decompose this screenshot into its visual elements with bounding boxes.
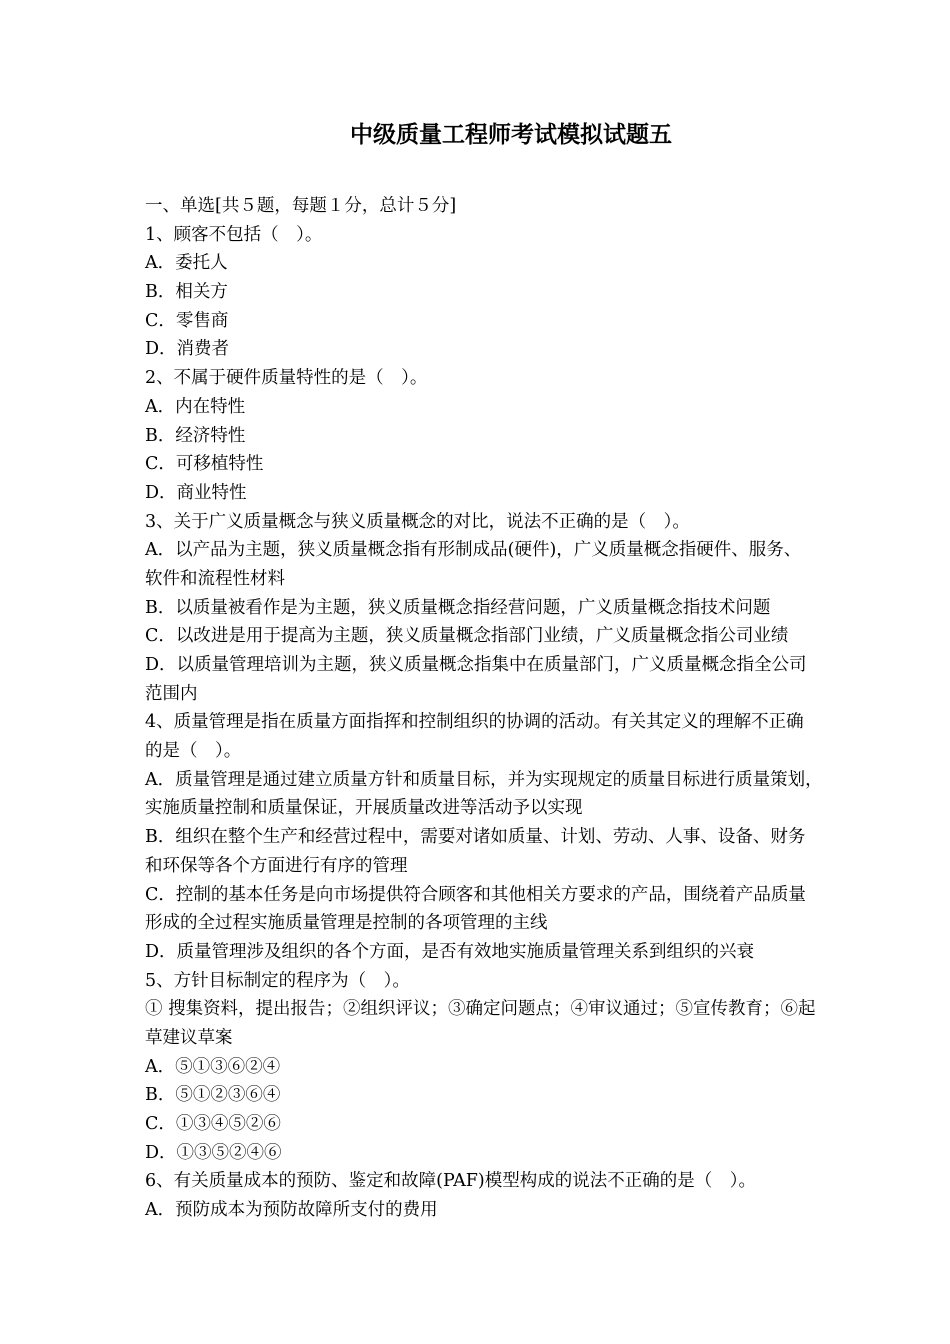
question-3-option-a-cont: 软件和流程性材料 — [145, 568, 285, 589]
question-4-option-b: B．组织在整个生产和经营过程中，需要对诸如质量、计划、劳动、人事、设备、财务 — [145, 827, 806, 848]
question-4-option-b-cont: 和环保等各个方面进行有序的管理 — [145, 855, 408, 876]
question-2-option-b: B．经济特性 — [145, 425, 246, 446]
question-4-option-c: C．控制的基本任务是向市场提供符合顾客和其他相关方要求的产品，围绕着产品质量 — [145, 884, 806, 905]
question-2-option-d: D．商业特性 — [145, 482, 247, 503]
question-5-steps-cont: 草建议草案 — [145, 1027, 233, 1048]
section-heading: 一、单选[共５题，每题１分，总计５分] — [145, 196, 457, 216]
question-3: 3、关于广义质量概念与狭义质量概念的对比，说法不正确的是（ ）。 — [145, 511, 690, 532]
question-1-option-a: A．委托人 — [145, 253, 228, 274]
question-4-option-a: A．质量管理是通过建立质量方针和质量目标，并为实现规定的质量目标进行质量策划， — [145, 769, 823, 790]
question-3-option-d: D．以质量管理培训为主题，狭义质量概念指集中在质量部门，广义质量概念指全公司 — [145, 655, 807, 675]
question-5-option-b: B．⑤①②③⑥④ — [145, 1085, 281, 1106]
question-4: 4、质量管理是指在质量方面指挥和控制组织的协调的活动。有关其定义的理解不正确 — [145, 712, 804, 733]
question-4-option-d: D．质量管理涉及组织的各个方面，是否有效地实施质量管理关系到组织的兴衰 — [145, 941, 755, 962]
question-4-option-a-cont: 实施质量控制和质量保证，开展质量改进等活动予以实现 — [145, 798, 583, 819]
question-1-option-d: D．消费者 — [145, 339, 230, 360]
question-6: 6、有关质量成本的预防、鉴定和故障(PAF)模型构成的说法不正确的是（ ）。 — [145, 1171, 756, 1192]
question-1: 1、顾客不包括（ ）。 — [145, 224, 323, 245]
page-title: 中级质量工程师考试模拟试题五 — [350, 121, 672, 148]
question-5-steps: ① 搜集资料，提出报告；②组织评议；③确定问题点；④审议通过；⑤宣传教育；⑥起 — [145, 999, 816, 1020]
question-3-option-a: A．以产品为主题，狭义质量概念指有形制成品(硬件)，广义质量概念指硬件、服务、 — [145, 540, 802, 561]
question-5-option-a: A．⑤①③⑥②④ — [145, 1056, 281, 1077]
question-6-option-a: A．预防成本为预防故障所支付的费用 — [145, 1200, 438, 1221]
question-3-option-b: B．以质量被看作是为主题，狭义质量概念指经营问题，广义质量概念指技术问题 — [145, 597, 771, 618]
question-2-option-c: C．可移植特性 — [145, 454, 264, 475]
question-5: 5、方针目标制定的程序为（ ）。 — [145, 970, 410, 991]
question-content — [145, 192, 880, 1225]
question-3-option-d-cont: 范围内 — [145, 683, 198, 704]
question-5-option-d: D．①③⑤②④⑥ — [145, 1142, 282, 1163]
question-2-option-a: A．内在特性 — [145, 396, 246, 417]
question-1-option-c: C．零售商 — [145, 310, 229, 331]
question-4-option-c-cont: 形成的全过程实施质量管理是控制的各项管理的主线 — [145, 913, 548, 934]
question-5-option-c: C．①③④⑤②⑥ — [145, 1114, 281, 1134]
question-4-cont: 的是（ ）。 — [145, 741, 242, 762]
question-3-option-c: C．以改进是用于提高为主题，狭义质量概念指部门业绩，广义质量概念指公司业绩 — [145, 626, 789, 647]
question-1-option-b: B．相关方 — [145, 282, 228, 303]
question-2: 2、不属于硬件质量特性的是（ ）。 — [145, 368, 428, 389]
